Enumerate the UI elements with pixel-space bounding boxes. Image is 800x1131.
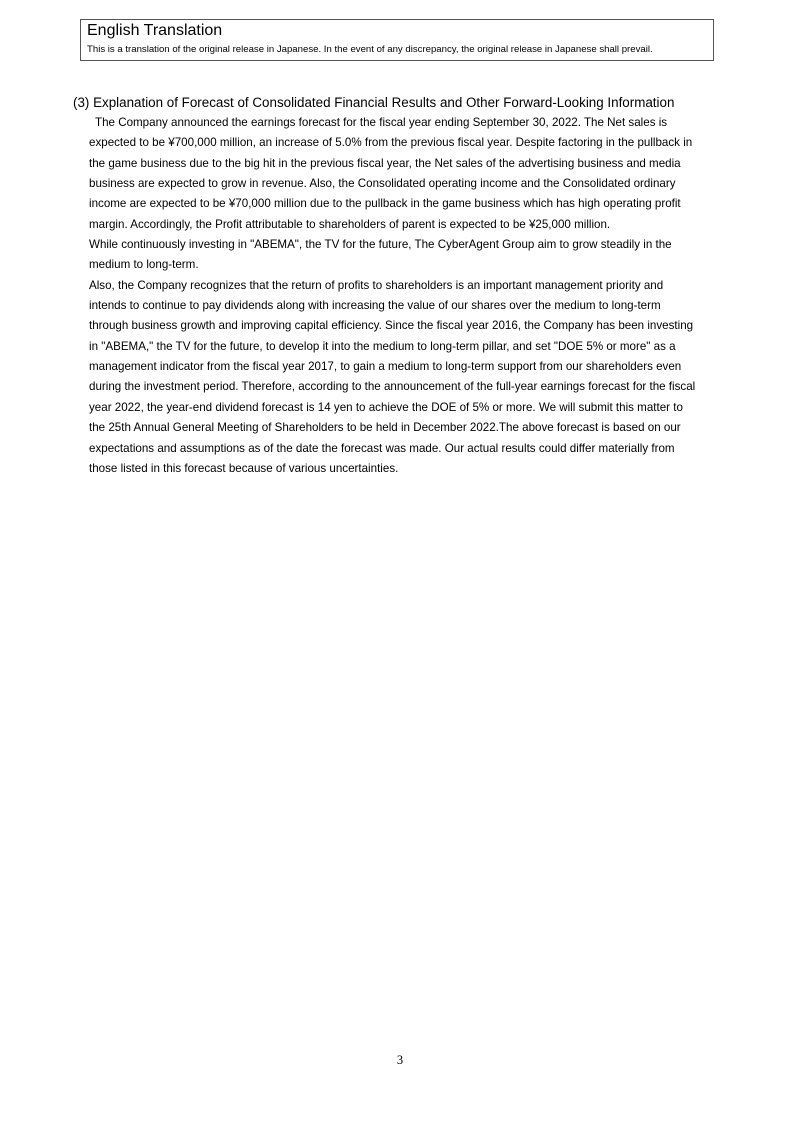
paragraph-line: income are expected to be ¥70,000 million due to the pullback in the game business which has high operating profit <box>89 197 681 211</box>
paragraph-line: expectations and assumptions as of the date the forecast was made. Our actual results could differ materially from <box>89 441 675 455</box>
page-number: 3 <box>396 1053 404 1067</box>
paragraph-line: those listed in this forecast because of various uncertainties. <box>89 461 399 475</box>
translation-notice-box <box>80 19 714 61</box>
paragraph-line: year 2022, the year-end dividend forecast is 14 yen to achieve the DOE of 5% or more. We will submit this matter to <box>89 400 683 414</box>
translation-title: English Translation <box>87 22 223 39</box>
paragraph-line: Also, the Company recognizes that the return of profits to shareholders is an important management priority and <box>89 278 664 292</box>
paragraph-line: management indicator from the fiscal year 2017, to gain a medium to long-term support from our shareholders even <box>89 360 682 374</box>
paragraph-line: business are expected to grow in revenue. Also, the Consolidated operating income and the Consolidated ordinary <box>89 177 676 191</box>
paragraph-line: the game business due to the big hit in the previous fiscal year, the Net sales of the advertising business and media <box>89 156 681 170</box>
paragraph-line: medium to long-term. <box>89 258 199 272</box>
section-body <box>89 113 729 479</box>
section-heading: (3) Explanation of Forecast of Consolidated Financial Results and Other Forward-Looking Information <box>73 95 675 110</box>
paragraph-line: the 25th Annual General Meeting of Shareholders to be held in December 2022.The above forecast is based on our <box>89 421 681 435</box>
paragraph-line: expected to be ¥700,000 million, an increase of 5.0% from the previous fiscal year. Despite factoring in the pullback in <box>89 136 693 150</box>
translation-disclaimer: This is a translation of the original release in Japanese. In the event of any discrepancy, the original release in Japanese shall prevail. <box>87 44 653 55</box>
paragraph-line: through business growth and improving capital efficiency. Since the fiscal year 2016, the Company has been investing <box>89 319 694 333</box>
paragraph-line: The Company announced the earnings forecast for the fiscal year ending September 30, 2022. The Net sales is <box>95 116 668 129</box>
paragraph-line: intends to continue to pay dividends along with increasing the value of our shares over the medium to long-term <box>89 299 661 313</box>
paragraph-line: during the investment period. Therefore, according to the announcement of the full-year earnings forecast for the fiscal <box>89 380 696 394</box>
paragraph-line: margin. Accordingly, the Profit attributable to shareholders of parent is expected to be ¥25,000 million. <box>89 217 611 231</box>
paragraph-line: in "ABEMA," the TV for the future, to develop it into the medium to long-term pillar, and set "DOE 5% or more" as a <box>89 339 676 353</box>
paragraph-line: While continuously investing in "ABEMA", the TV for the future, The CyberAgent Group aim to grow steadily in the <box>89 238 672 252</box>
